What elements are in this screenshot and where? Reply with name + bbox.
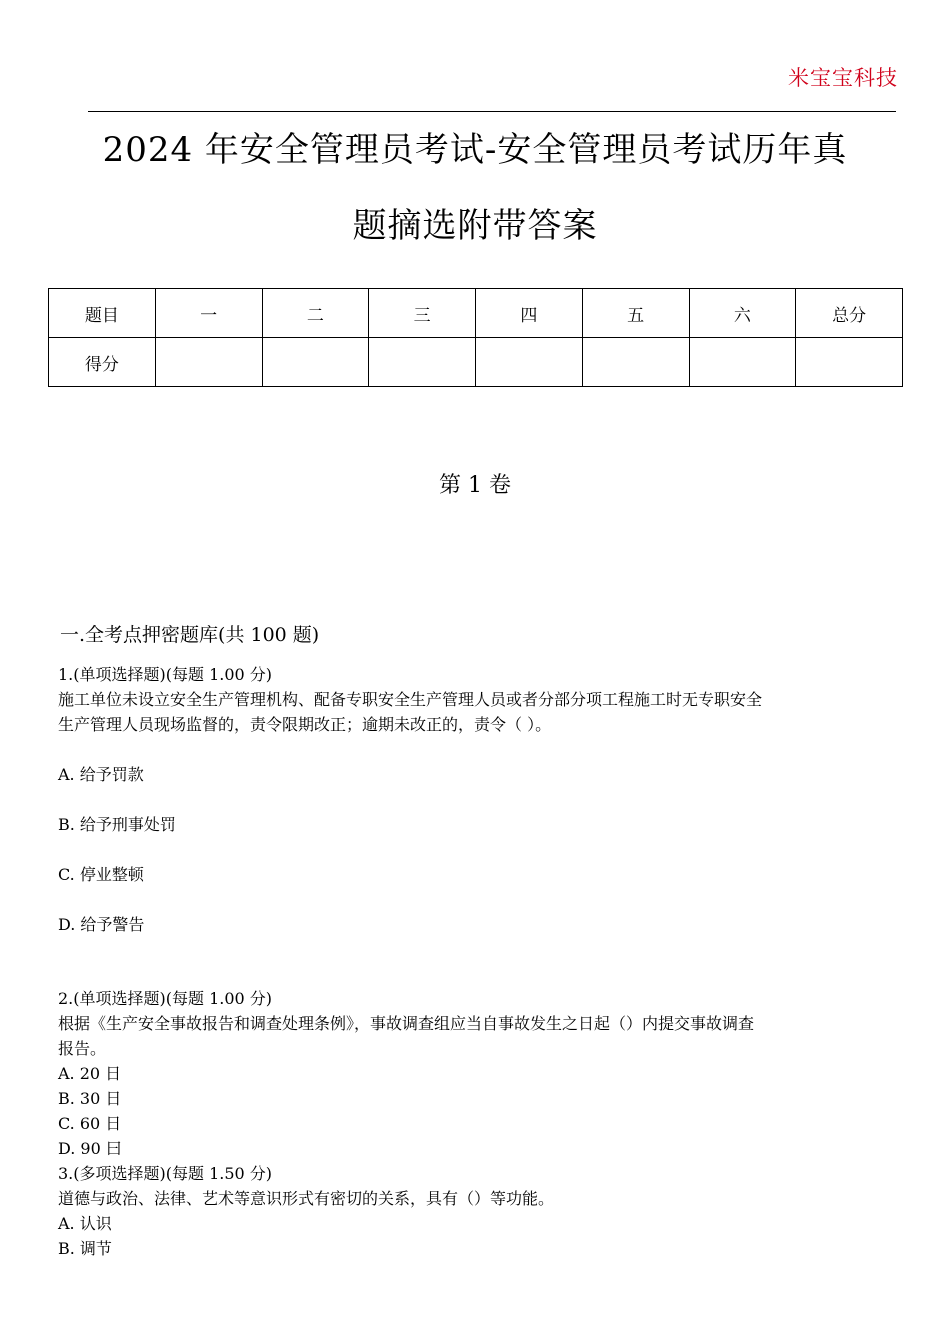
- question-header: 3.(多项选择题)(每题 1.50 分): [58, 1164, 273, 1183]
- question-option: B. 调节: [58, 1239, 112, 1258]
- question-header: 1.(单项选择题)(每题 1.00 分): [58, 665, 273, 684]
- score-header-cell: 六: [689, 289, 796, 338]
- question-option: D. 给予警告: [58, 915, 145, 934]
- title-line-1: 2024 年安全管理员考试-安全管理员考试历年真: [102, 130, 848, 170]
- question-option: C. 停业整顿: [58, 865, 144, 884]
- score-header-cell: 三: [369, 289, 476, 338]
- score-table: [48, 288, 903, 387]
- score-cell: [796, 338, 903, 387]
- question-stem: 根据《生产安全事故报告和调查处理条例》，事故调查组应当自事故发生之日起（）内提交事故调查: [58, 1014, 755, 1033]
- score-header-cell: 五: [582, 289, 689, 338]
- brand-label: 米宝宝科技: [788, 66, 898, 90]
- volume-label: 第 1 卷: [439, 473, 511, 498]
- question-option: A. 认识: [58, 1214, 112, 1233]
- score-table-score-row: [49, 338, 903, 387]
- score-row-label: 得分: [49, 338, 156, 387]
- question-stem: 施工单位未设立安全生产管理机构、配备专职安全生产管理人员或者分部分项工程施工时无专职安全: [58, 690, 763, 709]
- score-cell: [262, 338, 369, 387]
- question-option: B. 给予刑事处罚: [58, 815, 176, 834]
- question-1: [58, 662, 898, 737]
- score-header-cell: 总分: [796, 289, 903, 338]
- score-header-cell: 二: [262, 289, 369, 338]
- question-option: A. 给予罚款: [58, 765, 144, 784]
- section-heading: 一.全考点押密题库(共 100 题): [60, 624, 320, 646]
- score-table-header-row: [49, 289, 903, 338]
- score-cell: [369, 338, 476, 387]
- score-cell: [155, 338, 262, 387]
- question-stem: 报告。: [58, 1039, 107, 1058]
- question-option: C. 60 日: [58, 1114, 122, 1133]
- score-header-cell: 四: [476, 289, 583, 338]
- score-cell: [476, 338, 583, 387]
- question-stem: 生产管理人员现场监督的，责令限期改正；逾期未改正的，责令（ ）。: [58, 715, 552, 734]
- score-header-cell: 题目: [49, 289, 156, 338]
- question-header: 2.(单项选择题)(每题 1.00 分): [58, 989, 273, 1008]
- score-cell: [582, 338, 689, 387]
- question-option: D. 90 曰: [58, 1139, 122, 1158]
- question-stem: 道德与政治、法律、艺术等意识形式有密切的关系，具有（）等功能。: [58, 1189, 555, 1208]
- title-line-2: 题摘选附带答案: [352, 206, 598, 246]
- score-cell: [689, 338, 796, 387]
- question-2: [58, 986, 898, 1261]
- question-option: B. 30 日: [58, 1089, 122, 1108]
- document-title: [60, 112, 890, 264]
- score-header-cell: 一: [155, 289, 262, 338]
- question-option: A. 20 日: [58, 1064, 122, 1083]
